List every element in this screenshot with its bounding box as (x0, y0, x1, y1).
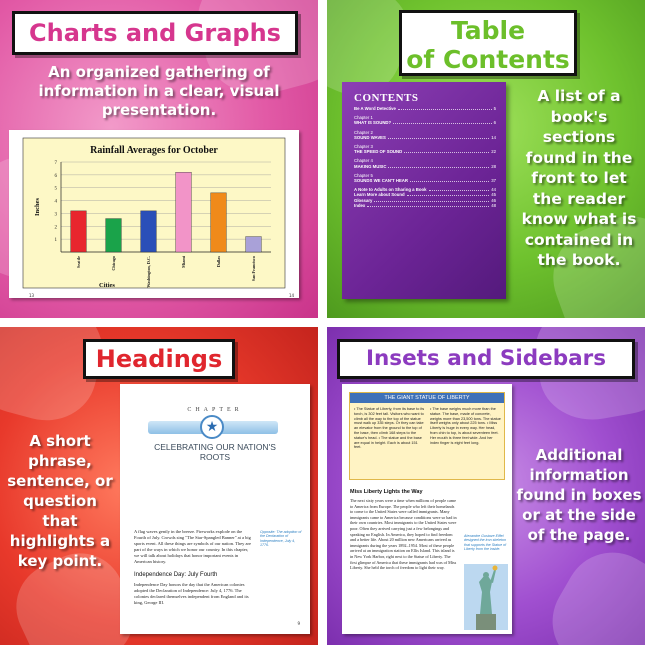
chapter-page-image (120, 384, 310, 634)
y-tick-label: 1 (54, 238, 57, 244)
panel-description: A list of a book's sections found in the front to let the reader know what is contained in the book. (521, 87, 637, 269)
charts-and-graphs-panel (0, 0, 318, 318)
y-tick-label: 4 (54, 199, 57, 205)
panel-title (399, 10, 577, 76)
x-tick-label: Washington, D.C. (146, 256, 151, 288)
inset-page-image (342, 384, 512, 634)
page-number-left: 13 (29, 293, 35, 298)
contents-row-leader (393, 120, 491, 124)
chart-page-image (9, 130, 299, 298)
article-text: The next sixty years were a time when millions of people came to America from Europe. The people who left their homelands to come to the United States were called immigrants. Many immigrants came to America because conditions were so bad in their own countries. Most immigrants to the United States were poor. Often they arrived carrying just a few belongings and speaking no English. In America, they hoped to find freedom and a better life. About 20 million new Americans arrived as immigrants during the years 1892–1954. Most of these people arrived at an immigration station on Ellis Island. This island is in New York Harbor, right next to the Statue of Liberty. The first glimpse of America that these immigrants had was of Miss Liberty. She held the torch of freedom to light their way. (350, 498, 457, 571)
contents-row-label: A Note to Adults on Sharing a Book (354, 187, 427, 193)
contents-row-leader (388, 135, 489, 139)
contents-row-page: 37 (491, 178, 496, 184)
x-tick-label: Dallas (216, 256, 221, 268)
y-tick-label: 5 (54, 186, 57, 192)
bar (246, 237, 262, 252)
contents-row-page: 48 (491, 202, 496, 208)
contents-row-leader (410, 178, 489, 182)
y-tick-label: 2 (54, 225, 57, 231)
contents-page-image (342, 82, 506, 299)
contents-row (354, 203, 496, 208)
inset-box (349, 392, 505, 480)
contents-row-label: THE SPEED OF SOUND (354, 149, 403, 155)
contents-row-leader (398, 106, 492, 110)
page-number: 9 (297, 621, 300, 626)
contents-row-label: Be A Word Detective (354, 106, 396, 111)
page-number-right: 14 (289, 293, 295, 298)
margin-note: Opposite: The adoption of the Declaration of Independence, July 4, 1776. (260, 530, 302, 548)
bar (211, 193, 227, 252)
statue-of-liberty-icon (464, 564, 508, 630)
contents-row-page: 5 (493, 106, 496, 111)
bar (176, 172, 192, 252)
inset-text-left: • The Statue of Liberty, from its base to its torch, is 302 feet tall. Visitors who want to climb all the way to the top of the statue must walk up 335 steps. Or they can take an elevator from the ground to the top of the base, then climb 168 steps to the statue's head. • The statue and the base are equal in height. Each is about 151 feet. (354, 407, 425, 450)
contents-row-page: 14 (491, 134, 496, 140)
panel-description: An organized gathering of information in a clear, visual presentation. (38, 63, 280, 119)
contents-row-leader (388, 164, 489, 168)
contents-row-label: Chapter 5 (354, 172, 373, 178)
x-tick-label: San Francisco (251, 256, 256, 282)
star-icon: ★ (200, 415, 224, 439)
x-axis-label: Cities (99, 282, 115, 289)
panel-title-line-1: Table (450, 16, 526, 45)
chapter-heading: CELEBRATING OUR NATION'S ROOTS (154, 442, 276, 462)
panel-title: Charts and Graphs (12, 11, 298, 55)
contents-row-label: SOUND WAVES (354, 134, 386, 140)
x-tick-label: Seattle (76, 256, 81, 269)
panel-title-line-2: of Contents (406, 45, 570, 74)
contents-row-page: 46 (491, 197, 496, 203)
contents-row-label: SOUNDS WE CAN'T HEAR (354, 178, 409, 184)
bar (71, 211, 87, 252)
panel-description: A short phrase, sentence, or question that highlights a key point. (7, 432, 113, 570)
contents-row-label: Chapter 2 (354, 129, 373, 135)
panel-title: Insets and Sidebars (337, 339, 635, 379)
table-of-contents-panel (327, 0, 645, 318)
sidebar-caption: Alexandre Gustave Eiffel designed the iron skeleton that supports the Statue of Liberty from the inside. (464, 534, 507, 551)
inset-text-right: • The base weighs much more than the statue. The base, made of concrete, weighs more than 23,500 tons. The statue itself weighs only about 225 tons. • Miss Liberty is huge in every way. Her head, from chin to top, is about seventeen feet. Her mouth is three feet wide. And her index finger is eight feet long. (430, 407, 501, 445)
y-tick-label: 6 (54, 173, 57, 179)
bar (141, 211, 157, 252)
insets-and-sidebars-panel (327, 327, 645, 645)
contents-row-label: Chapter 1 (354, 115, 373, 121)
chapter-label: CHAPTER (187, 407, 243, 413)
bar-chart (9, 130, 299, 298)
body-text: Independence Day honors the day that the American colonies adopted the Declaration of Independence: July 4, 1776. The colonies declared themselves independent from England and its king, George III. (134, 582, 249, 605)
contents-row-leader (404, 149, 489, 153)
contents-title: CONTENTS (354, 92, 419, 104)
panel-description: Additional information found in boxes or at the side of the page. (516, 446, 642, 544)
body-text: A flag waves gently in the breeze. Fireworks explode on the Fourth of July. Crowds sing "The Star-Spangled Banner" at a big sports event. All these things are symbols of our nation. They are part of the ways in which we honor our country. In this chapter, we will talk about holidays that honor important events in American history. (134, 529, 252, 564)
contents-row-page: 44 (491, 187, 496, 193)
article-heading: Miss Liberty Lights the Way (350, 489, 423, 495)
contents-row-label: Learn More about Sound (354, 192, 405, 198)
panel-title: Headings (83, 339, 235, 379)
subheading: Independence Day: July Fourth (134, 572, 218, 578)
contents-row-leader (407, 192, 490, 196)
contents-row-leader (367, 203, 489, 207)
contents-row-label: Chapter 4 (354, 158, 373, 164)
headings-panel (0, 327, 318, 645)
contents-row-label: MAKING MUSIC (354, 163, 387, 169)
contents-row-leader (429, 187, 490, 191)
contents-row-label: Glossary (354, 197, 373, 203)
chart-title: Rainfall Averages for October (90, 145, 218, 156)
x-tick-label: Miami (181, 256, 186, 268)
background-shape (535, 535, 645, 645)
contents-row-page: 22 (491, 149, 496, 155)
contents-row-label: WHAT IS SOUND? (354, 120, 392, 126)
y-tick-label: 7 (54, 161, 57, 166)
x-tick-label: Chicago (111, 256, 116, 271)
y-tick-label: 3 (54, 212, 57, 218)
y-axis-label: Inches (34, 197, 41, 217)
bar (106, 219, 122, 252)
contents-list (354, 106, 496, 208)
contents-row-page: 28 (491, 163, 496, 169)
contents-row-label: Index (354, 202, 366, 208)
contents-row-label: Chapter 3 (354, 144, 373, 150)
contents-row-page: 45 (491, 192, 496, 198)
inset-title: THE GIANT STATUE OF LIBERTY (350, 393, 504, 403)
contents-row-leader (374, 198, 489, 202)
contents-row-page: 6 (493, 120, 496, 126)
